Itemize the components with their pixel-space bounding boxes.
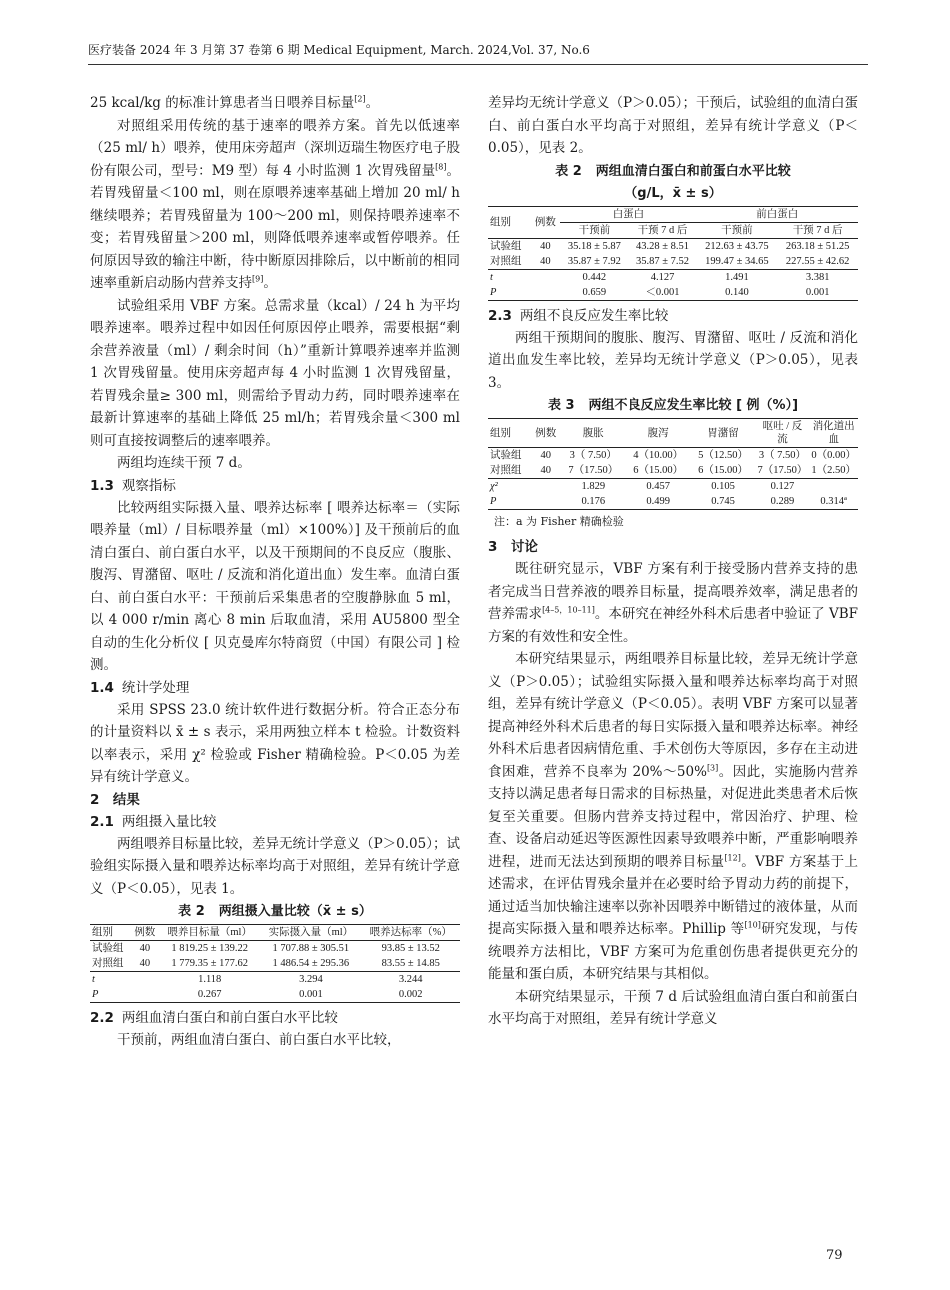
table-row: χ² 1.829 0.457 0.105 0.127	[488, 479, 858, 495]
table-header: 白蛋白	[560, 206, 696, 222]
table-row: t 0.442 4.127 1.491 3.381	[488, 269, 858, 285]
table-header: 干预 7 d 后	[628, 222, 696, 238]
table3	[488, 418, 858, 510]
paragraph: 两组喂养目标量比较，差异无统计学意义（P＞0.05）；试验组实际摄入量和喂养达标率均高于对照组，差异有统计学意义（P＜0.05），见表 1。	[90, 835, 460, 897]
paragraph: 试验组采用 VBF 方案。总需求量（kcal）/ 24 h 为平均喂养速率。喂养过程中如因任何原因停止喂养，需要根据“剩余营养液量（ml）/ 剩余时间（h）”重新计算喂养速率并监测 1 次胃残留量。使用床旁超声每 4 小时监测 1 次胃残留量，若胃残余量≥ 300 ml，则需给予胃动力药，同时喂养速率在最新计算速率的基础上降低 25 ml/h；若胃残余量＜300 ml 则可直接按调整后的速率喂养。	[90, 297, 460, 449]
table-header: 干预前	[697, 222, 778, 238]
paragraph: 对照组采用传统的基于速率的喂养方案。首先以低速率（25 ml/ h）喂养，使用床旁超声（深圳迈瑞生物医疗电子股份有限公司，型号：M9 型）每 4 小时监测 1 次胃残留量[8]。若胃残留量＜100 ml，则在原喂养速率基础上增加 20 ml/ h 继续喂养；若胃残留量为 100～200 ml，则保持喂养速率不变；若胃残留量＞200 ml，则降低喂养速率或暂停喂养。任何原因导致的输注中断，待中断原因排除后，以中断前的相同速率重新启动肠内营养支持[9]。	[90, 117, 461, 291]
right-column	[488, 92, 858, 1031]
section-heading: 2 结果	[90, 791, 140, 808]
table3-note: 注：a 为 Fisher 精确检验	[494, 515, 624, 528]
section-heading: 2.3 两组不良反应发生率比较	[488, 307, 669, 324]
table-header: 干预前	[560, 222, 628, 238]
table-header: 干预 7 d 后	[777, 222, 858, 238]
table-row: P 0.176 0.499 0.745 0.289 0.314ª	[490, 496, 847, 507]
table-header: 腹胀	[561, 419, 626, 448]
table3-caption: 表 3 两组不良反应发生率比较 [ 例（%）]	[547, 398, 799, 413]
table2-caption: 表 2 两组血清白蛋白和前蛋白水平比较	[555, 163, 791, 179]
table1-caption: 表 2 两组摄入量比较（x̄ ± s）	[178, 904, 372, 919]
table-header: 组别	[488, 206, 530, 238]
paragraph: 本研究结果显示，两组喂养目标量比较，差异无统计学意义（P＞0.05）；试验组实际摄入量和喂养达标率均高于对照组，差异有统计学意义（P＜0.05）。表明 VBF 方案可以显著提高神经外科术后患者的每日实际摄入量和喂养达标率。神经外科术后患者因病情危重、手术创伤大等原因，多存在主动进食困难，营养不良率为 20%～50%[3]。因此，实施肠内营养支持以满足患者每日需求的目标热量，对促进此类患者术后恢复至关重要。但肠内营养支持过程中，常因治疗、护理、检查、设备启动延迟等医源性因素导致喂养中断，严重影响喂养进程，进而无法达到预期的喂养目标量[12]。VBF 方案基于上述需求，在评估胃残余量并在必要时给予胃动力药的前提下，通过适当加快输注速率以弥补因喂养中断错过的液体量，从而提高实际摄入量和喂养达标率。Phillip 等[10]研究发现，与传统喂养方法相比，VBF 方案可为危重创伤患者提供更充分的能量和蛋白质，本研究结果与其相似。	[488, 651, 859, 982]
paragraph: 本研究结果显示，干预 7 d 后试验组血清白蛋白和前蛋白水平均高于对照组，差异有统计学意义	[488, 988, 858, 1027]
table1	[90, 924, 460, 1003]
paragraph: 干预前，两组血清白蛋白、前白蛋白水平比较，	[117, 1032, 401, 1048]
table-header: 实际摄入量（ml）	[260, 925, 361, 941]
page-number: 79	[826, 1248, 843, 1263]
table-row: 对照组 40 7（17.50） 6（15.00） 6（15.00） 7（17.50） 1（2.50）	[490, 465, 856, 476]
table-row: 对照组 40 35.87 ± 7.92 35.87 ± 7.52 199.47 ± 34.65 227.55 ± 42.62	[490, 255, 850, 267]
table-row: P 0.659 ＜0.001 0.140 0.001	[490, 286, 830, 298]
table-header: 腹泻	[626, 419, 691, 448]
table-row: t 1.118 3.294 3.244	[90, 972, 460, 988]
table-header: 消化道出血	[809, 419, 858, 448]
table2	[488, 206, 858, 301]
paragraph: 25 kcal/kg 的标准计算患者当日喂养目标量[2]。	[90, 94, 380, 111]
section-heading: 3 讨论	[488, 539, 538, 555]
table-row: 试验组 40 1 819.25 ± 139.22 1 707.88 ± 305.51 93.85 ± 13.52	[92, 943, 440, 954]
table-header: 前白蛋白	[697, 206, 858, 222]
left-column	[90, 92, 460, 1052]
table-header: 喂养达标率（%）	[361, 925, 460, 941]
table-header: 组别	[488, 419, 531, 448]
table-row: P 0.267 0.001 0.002	[92, 989, 423, 1000]
paragraph: 采用 SPSS 23.0 统计软件进行数据分析。符合正态分布的计量资料以 x̄ ± s 表示，采用两独立样本 t 检验。计数资料以率表示，采用 χ² 检验或 Fisher 精确检验。P＜0.05 为差异有统计学意义。	[90, 701, 460, 785]
table-header: 喂养目标量（ml）	[159, 925, 260, 941]
paragraph: 差异均无统计学意义（P＞0.05）；干预后，试验组的血清白蛋白、前白蛋白水平均高于对照组，差异有统计学意义（P＜0.05），见表 2。	[488, 95, 858, 156]
table-row: 对照组 40 1 779.35 ± 177.62 1 486.54 ± 295.36 83.55 ± 14.85	[92, 958, 440, 969]
paragraph: 两组干预期间的腹胀、腹泻、胃潴留、呕吐 / 反流和消化道出血发生率比较，差异均无统计学意义（P＞0.05），见表 3。	[488, 329, 858, 391]
table-header: 呕吐 / 反流	[756, 419, 810, 448]
table-header: 例数	[131, 925, 160, 941]
paragraph: 既往研究显示，VBF 方案有利于接受肠内营养支持的患者完成当日营养液的喂养目标量，提高喂养效率，满足患者的营养需求[4–5，10–11]。本研究在神经外科术后患者中验证了 VBF 方案的有效性和安全性。	[488, 561, 858, 645]
table-header: 胃潴留	[691, 419, 756, 448]
table-header: 例数	[530, 206, 560, 238]
running-head: 医疗装备 2024 年 3 月第 37 卷第 6 期 Medical Equipment, March. 2024,Vol. 37, No.6	[88, 42, 868, 65]
table-row: 试验组 40 35.18 ± 5.87 43.28 ± 8.51 212.63 ± 43.75 263.18 ± 51.25	[490, 240, 850, 252]
section-heading: 2.2 两组血清白蛋白和前白蛋白水平比较	[90, 1010, 338, 1026]
table-header: 例数	[531, 419, 561, 448]
section-heading: 2.1 两组摄入量比较	[90, 813, 217, 830]
table2-subtitle: （g/L，x̄ ± s）	[624, 185, 722, 201]
paragraph: 两组均连续干预 7 d。	[117, 455, 251, 471]
paragraph: 比较两组实际摄入量、喂养达标率 [ 喂养达标率＝（实际喂养量（ml）/ 目标喂养量（ml）×100%）] 及干预前后的血清白蛋白、前白蛋白水平，以及干预期间的不良反应（腹胀、腹泻、胃潴留、呕吐 / 反流和消化道出血）发生率。血清白蛋白、前白蛋白水平：干预前后采集患者的空腹静脉血 5 ml，以 4 000 r/min 离心 8 min 后取血清，采用 AU5800 型全自动的生化分析仪 [ 贝克曼库尔特商贸（中国）有限公司 ] 检测。	[90, 499, 460, 673]
table-row: 试验组 40 3（ 7.50） 4（10.00） 5（12.50） 3（ 7.50） 0（0.00）	[490, 450, 856, 461]
table-header: 组别	[90, 925, 131, 941]
section-heading: 1.3 观察指标	[90, 477, 176, 494]
section-heading: 1.4 统计学处理	[90, 679, 190, 696]
